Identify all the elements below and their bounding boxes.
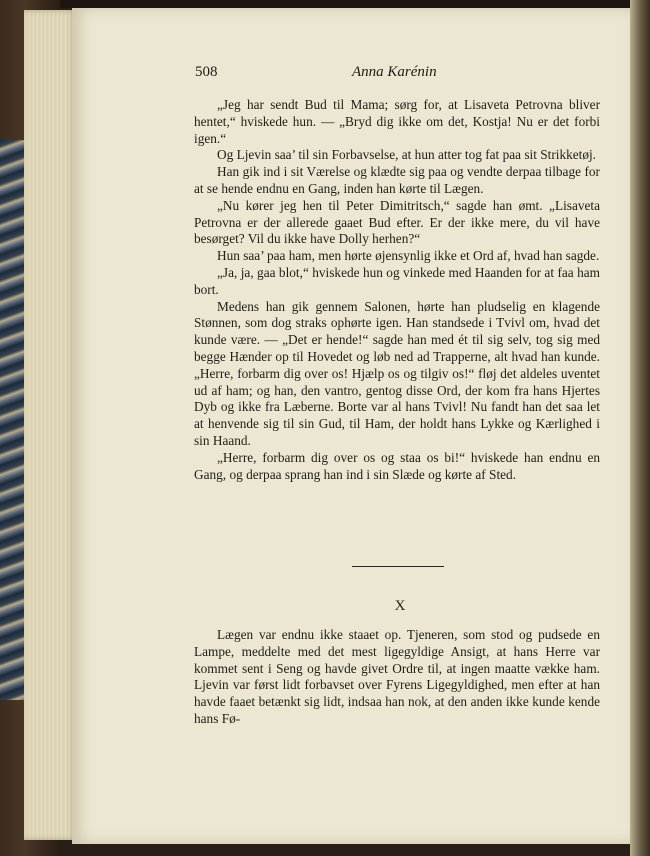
chapter-heading: X [394, 598, 406, 614]
paragraph: Medens han gik gennem Salonen, hørte han pludselig en klagende Stønnen, som dog straks ophørte igen. Han standsede i Tvivl om, hvad det kunde være. — „Det er hende!“ sagde han med ét til sig selv, tog sig med begge Hænder op til Hovedet og løb ned ad Trapperne, alt hvad han kunde. „Herre, forbarm dig over os! Hjælp os og tilgiv os!“ fløj det aldeles uventet ud af ham; og han, den vantro, gentog disse Ord, der kom fra hans Hjertes Dyb og ikke fra Læberne. Borte var al hans Tvivl! Nu fandt han det saa let at henvende sig til sin Gud, til Ham, der holdt hans Lykke og Kærlighed i sin Haand. [194, 298, 600, 448]
paragraph: „Jeg har sendt Bud til Mama; sørg for, at Lisaveta Petrovna bliver hentet,“ hviskede hun. — „Bryd dig ikke om det, Kostja! Nu er det forbi igen.“ [194, 97, 600, 146]
section-divider [352, 566, 444, 567]
paragraph: Han gik ind i sit Værelse og klædte sig paa og vendte derpaa tilbage for at se hende endnu en Gang, inden han kørte til Lægen. [194, 164, 600, 196]
body-text-section-1 [194, 97, 600, 483]
paragraph: Hun saa’ paa ham, men hørte øjensynlig ikke et Ord af, hvad han sagde. [217, 248, 600, 264]
paragraph: Og Ljevin saa’ til sin Forbavselse, at hun atter tog fat paa sit Strikketøj. [217, 147, 596, 163]
paragraph: „Herre, forbarm dig over os og staa os bi!“ hviskede han endnu en Gang, og derpaa sprang han ind i sin Slæde og kørte af Sted. [194, 449, 600, 482]
page-edges [24, 10, 76, 840]
paragraph: „Ja, ja, gaa blot,“ hviskede hun og vinkede med Haanden for at faa ham bort. [194, 264, 600, 297]
body-text-section-2 [194, 627, 600, 728]
marbled-endpaper [0, 140, 26, 700]
paragraph: Lægen var endnu ikke staaet op. Tjeneren, som stod og pudsede en Lampe, meddelte med det mest ligegyldige Ansigt, at hans Herre var kommet sent i Seng og havde givet Ordre til, at ingen maatte vække ham. Ljevin var først lidt forbavset over Fyrens Ligegyldighed, men efter at han havde faaet betænkt sig lidt, indsaa han nok, at den anden ikke kunde kende hans Fø- [194, 627, 600, 726]
right-page-edge [630, 0, 650, 856]
running-title: Anna Karénin [352, 64, 437, 80]
top-edge [60, 0, 650, 8]
paragraph: „Nu kører jeg hen til Peter Dimitritsch,“ sagde han ømt. „Lisaveta Petrovna er der allerede gaaet Bud efter. Er der ikke mere, du vil have besørget? Vil du ikke have Dolly herhen?“ [194, 197, 600, 247]
page-number: 508 [195, 64, 218, 80]
